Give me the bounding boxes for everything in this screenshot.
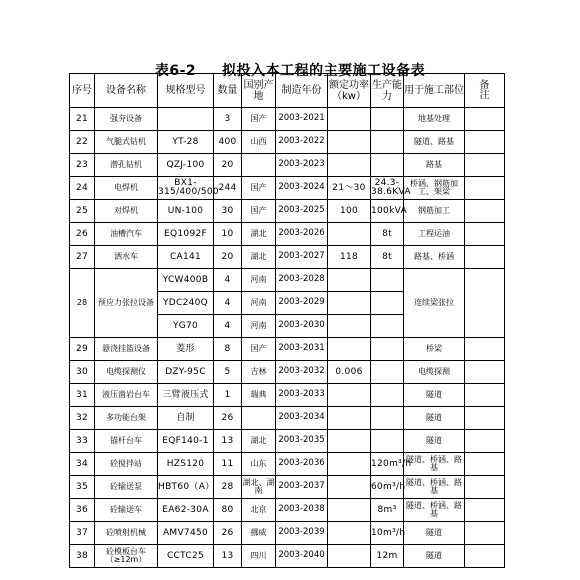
header-origin: 国别产地: [242, 74, 276, 108]
header-capacity: 生产能力: [371, 74, 404, 108]
cell-power: [328, 131, 371, 154]
cell-power: [328, 154, 371, 177]
cell-power: [328, 499, 371, 522]
cell-power: [328, 315, 371, 338]
cell-model: 菱形: [158, 338, 214, 361]
table-row: [70, 522, 505, 545]
cell-qty: 4: [214, 315, 242, 338]
cell-qty: 244: [214, 177, 242, 200]
cell-qty: 80: [214, 499, 242, 522]
table-row: [70, 177, 505, 200]
cell-year: 2003-2037: [276, 476, 328, 499]
cell-capacity: 12m: [371, 545, 404, 568]
cell-name: 电缆探测仪: [95, 361, 158, 384]
table-row: [70, 154, 505, 177]
cell-model: CA141: [158, 246, 214, 269]
cell-no: 36: [70, 499, 95, 522]
equipment-table: [69, 73, 505, 568]
cell-no: 37: [70, 522, 95, 545]
cell-capacity: [371, 430, 404, 453]
cell-qty: 1: [214, 384, 242, 407]
cell-year: 2003-2031: [276, 338, 328, 361]
cell-origin: 国产: [242, 200, 276, 223]
cell-power: [328, 407, 371, 430]
cell-usage: 隧道: [404, 522, 465, 545]
cell-no: 27: [70, 246, 95, 269]
cell-usage: 路基: [404, 154, 465, 177]
cell-note: [465, 407, 505, 430]
cell-year: 2003-2026: [276, 223, 328, 246]
cell-usage: 隧道、路基: [404, 131, 465, 154]
cell-year: 2003-2025: [276, 200, 328, 223]
cell-power: [328, 476, 371, 499]
cell-usage: 隧道: [404, 384, 465, 407]
header-qty: 数量: [214, 74, 242, 108]
cell-origin: 河南: [242, 269, 276, 292]
cell-capacity: 10m³/h: [371, 522, 404, 545]
cell-no: 33: [70, 430, 95, 453]
cell-name: 电焊机: [95, 177, 158, 200]
cell-no: 30: [70, 361, 95, 384]
cell-power: [328, 545, 371, 568]
cell-origin: 瑞典: [242, 384, 276, 407]
cell-name: 多功能台架: [95, 407, 158, 430]
cell-year: 2003-2021: [276, 108, 328, 131]
cell-no: 38: [70, 545, 95, 568]
header-model: 规格型号: [158, 74, 214, 108]
cell-model: DZY-95C: [158, 361, 214, 384]
cell-usage: 隧道、桥涵、路基: [404, 453, 465, 476]
cell-model: YDC240Q: [158, 292, 214, 315]
cell-name: 砼输送泵: [95, 476, 158, 499]
cell-usage: 隧道、桥涵、路基: [404, 499, 465, 522]
cell-name: 锚杆台车: [95, 430, 158, 453]
cell-note: [465, 545, 505, 568]
cell-qty: 20: [214, 154, 242, 177]
cell-year: 2003-2033: [276, 384, 328, 407]
cell-capacity: [371, 269, 404, 292]
cell-model: HZS120: [158, 453, 214, 476]
cell-year: 2003-2035: [276, 430, 328, 453]
cell-origin: 湖北: [242, 223, 276, 246]
cell-year: 2003-2038: [276, 499, 328, 522]
cell-note: [465, 200, 505, 223]
cell-name: 洒水车: [95, 246, 158, 269]
cell-qty: 13: [214, 430, 242, 453]
cell-power: [328, 269, 371, 292]
cell-usage: 工程运油: [404, 223, 465, 246]
cell-qty: 5: [214, 361, 242, 384]
cell-model: HBT60（A）: [158, 476, 214, 499]
cell-capacity: [371, 154, 404, 177]
cell-model: CCTC25: [158, 545, 214, 568]
cell-year: 2003-2023: [276, 154, 328, 177]
cell-year: 2003-2029: [276, 292, 328, 315]
cell-model: 自制: [158, 407, 214, 430]
table-row: [70, 545, 505, 568]
cell-name: 油槽汽车: [95, 223, 158, 246]
cell-name: 强夯设备: [95, 108, 158, 131]
cell-model: [158, 108, 214, 131]
cell-note: [465, 361, 505, 384]
table-row: [70, 430, 505, 453]
cell-model: YG70: [158, 315, 214, 338]
cell-no: 28: [70, 269, 95, 338]
cell-origin: 吉林: [242, 361, 276, 384]
cell-name: 砼模板台车（≥12m）: [95, 545, 158, 568]
cell-qty: 20: [214, 246, 242, 269]
cell-qty: 26: [214, 407, 242, 430]
cell-usage: 隧道: [404, 407, 465, 430]
table-row: [70, 361, 505, 384]
cell-no: 26: [70, 223, 95, 246]
cell-qty: 4: [214, 292, 242, 315]
table-row: [70, 407, 505, 430]
table-row: [70, 200, 505, 223]
cell-year: 2003-2030: [276, 315, 328, 338]
table-row: [70, 246, 505, 269]
cell-model: EA62-30A: [158, 499, 214, 522]
cell-qty: 30: [214, 200, 242, 223]
cell-note: [465, 338, 505, 361]
cell-capacity: 8m³: [371, 499, 404, 522]
cell-capacity: 100kVA: [371, 200, 404, 223]
cell-model: YT-28: [158, 131, 214, 154]
cell-note: [465, 177, 505, 200]
cell-power: [328, 384, 371, 407]
cell-year: 2003-2024: [276, 177, 328, 200]
cell-capacity: 8t: [371, 246, 404, 269]
cell-usage: 电缆探测: [404, 361, 465, 384]
header-usage: 用于施工部位: [404, 74, 465, 108]
cell-capacity: [371, 338, 404, 361]
cell-origin: 山西: [242, 131, 276, 154]
cell-power: [328, 292, 371, 315]
cell-qty: 13: [214, 545, 242, 568]
cell-year: 2003-2027: [276, 246, 328, 269]
cell-model: EQF140-1: [158, 430, 214, 453]
table-row: [70, 108, 505, 131]
cell-origin: 河南: [242, 315, 276, 338]
cell-name: 气腿式钻机: [95, 131, 158, 154]
cell-origin: 国产: [242, 108, 276, 131]
cell-power: 118: [328, 246, 371, 269]
cell-usage: 连续梁张拉: [404, 269, 465, 338]
cell-qty: 11: [214, 453, 242, 476]
cell-note: [465, 154, 505, 177]
cell-power: [328, 430, 371, 453]
cell-model: YCW400B: [158, 269, 214, 292]
cell-name: 预应力张拉设备: [95, 269, 158, 338]
cell-no: 24: [70, 177, 95, 200]
cell-power: [328, 338, 371, 361]
table-body: [70, 108, 505, 568]
cell-year: 2003-2032: [276, 361, 328, 384]
cell-usage: 隧道: [404, 430, 465, 453]
cell-name: 悬浇挂篮设备: [95, 338, 158, 361]
cell-no: 21: [70, 108, 95, 131]
cell-capacity: [371, 384, 404, 407]
cell-power: [328, 108, 371, 131]
cell-no: 31: [70, 384, 95, 407]
cell-power: [328, 453, 371, 476]
cell-name: 砼输送车: [95, 499, 158, 522]
cell-origin: 国产: [242, 177, 276, 200]
cell-origin: 四川: [242, 545, 276, 568]
cell-note: [465, 131, 505, 154]
cell-usage: 隧道、桥涵、路基: [404, 476, 465, 499]
table-row: [70, 223, 505, 246]
cell-origin: 河南: [242, 292, 276, 315]
cell-no: 23: [70, 154, 95, 177]
cell-power: 21～30: [328, 177, 371, 200]
cell-capacity: [371, 361, 404, 384]
table-row: [70, 499, 505, 522]
cell-year: 2003-2022: [276, 131, 328, 154]
table-row: [70, 476, 505, 499]
cell-origin: [242, 407, 276, 430]
cell-note: [465, 522, 505, 545]
cell-no: 32: [70, 407, 95, 430]
cell-model: QZJ-100: [158, 154, 214, 177]
cell-power: [328, 522, 371, 545]
cell-power: 100: [328, 200, 371, 223]
cell-note: [465, 430, 505, 453]
table-row: [70, 338, 505, 361]
cell-origin: 国产: [242, 338, 276, 361]
cell-origin: 山东: [242, 453, 276, 476]
cell-capacity: [371, 108, 404, 131]
table-row: [70, 131, 505, 154]
cell-note: [465, 453, 505, 476]
header-no: 序号: [70, 74, 95, 108]
table-row: [70, 269, 505, 292]
cell-origin: 湖北: [242, 430, 276, 453]
cell-model: 三臂液压式: [158, 384, 214, 407]
cell-note: [465, 246, 505, 269]
cell-model: BX1-315/400/500: [158, 177, 214, 200]
cell-usage: 桥梁: [404, 338, 465, 361]
cell-model: EQ1092F: [158, 223, 214, 246]
cell-power: [328, 223, 371, 246]
cell-model: UN-100: [158, 200, 214, 223]
cell-name: 对焊机: [95, 200, 158, 223]
cell-no: 35: [70, 476, 95, 499]
cell-origin: 湖北、湖南: [242, 476, 276, 499]
cell-capacity: 24.3-38.6KVA: [371, 177, 404, 200]
header-power: 额定功率（kw）: [328, 74, 371, 108]
cell-note: [465, 476, 505, 499]
header-note-text: 备注: [479, 79, 490, 101]
cell-capacity: [371, 292, 404, 315]
cell-origin: 挪威: [242, 522, 276, 545]
cell-power: 0.006: [328, 361, 371, 384]
cell-year: 2003-2028: [276, 269, 328, 292]
cell-name: 砼喷射机械: [95, 522, 158, 545]
cell-origin: 湖北: [242, 246, 276, 269]
table-caption: 拟投入本工程的主要施工设备表: [222, 63, 426, 79]
header-year: 制造年份: [276, 74, 328, 108]
cell-note: [465, 269, 505, 338]
cell-note: [465, 108, 505, 131]
cell-qty: 3: [214, 108, 242, 131]
cell-capacity: 8t: [371, 223, 404, 246]
header-note: [465, 74, 505, 108]
cell-capacity: [371, 131, 404, 154]
table-header-row: [70, 74, 505, 108]
cell-usage: 隧道: [404, 545, 465, 568]
cell-usage: 路基、桥涵: [404, 246, 465, 269]
cell-year: 2003-2034: [276, 407, 328, 430]
header-name: 设备名称: [95, 74, 158, 108]
table-row: [70, 384, 505, 407]
cell-name: 砼搅拌站: [95, 453, 158, 476]
cell-name: 液压凿岩台车: [95, 384, 158, 407]
cell-note: [465, 223, 505, 246]
cell-capacity: 120m³/h: [371, 453, 404, 476]
cell-note: [465, 384, 505, 407]
cell-qty: 400: [214, 131, 242, 154]
cell-note: [465, 499, 505, 522]
cell-model: AMV7450: [158, 522, 214, 545]
cell-qty: 28: [214, 476, 242, 499]
cell-name: 潜孔钻机: [95, 154, 158, 177]
cell-year: 2003-2040: [276, 545, 328, 568]
table-number: 表6-2: [154, 63, 197, 79]
cell-qty: 26: [214, 522, 242, 545]
cell-usage: 地基处理: [404, 108, 465, 131]
cell-year: 2003-2039: [276, 522, 328, 545]
cell-capacity: 60m³/h: [371, 476, 404, 499]
cell-qty: 8: [214, 338, 242, 361]
cell-usage: 桥涵、钢筋加工、架梁: [404, 177, 465, 200]
cell-year: 2003-2036: [276, 453, 328, 476]
cell-origin: [242, 154, 276, 177]
cell-qty: 10: [214, 223, 242, 246]
table-row: [70, 453, 505, 476]
cell-origin: 北京: [242, 499, 276, 522]
cell-qty: 4: [214, 269, 242, 292]
cell-no: 34: [70, 453, 95, 476]
cell-usage: 钢筋加工: [404, 200, 465, 223]
cell-capacity: [371, 315, 404, 338]
cell-no: 25: [70, 200, 95, 223]
cell-no: 29: [70, 338, 95, 361]
cell-capacity: [371, 407, 404, 430]
cell-no: 22: [70, 131, 95, 154]
